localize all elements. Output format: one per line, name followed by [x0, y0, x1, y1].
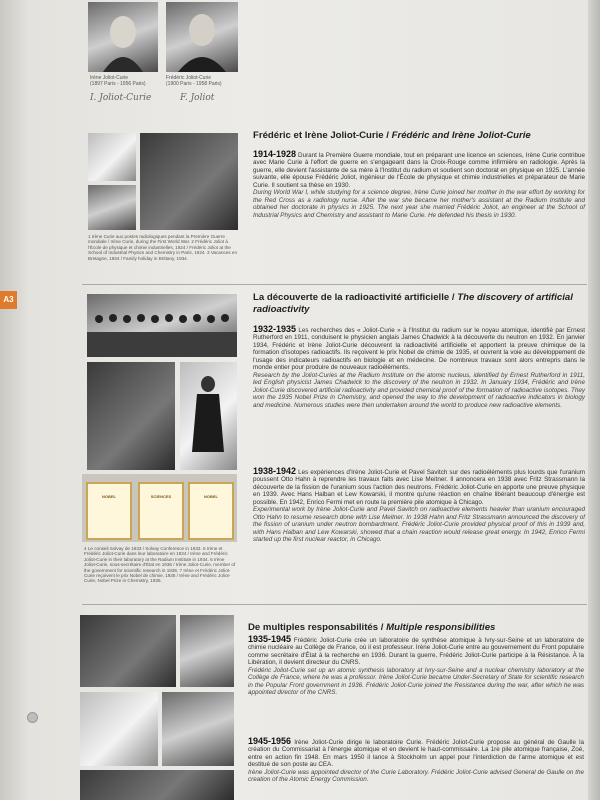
year-1945-1956: 1945-1956 [248, 736, 292, 746]
text-fr: Irène Joliot-Curie dirige le laboratoire Curie. Frédéric Joliot-Curie propose au général de Gaulle la création du Commissariat à l'énergie atomique et en devient le haut-commissaire. La 1re pile atomique française, Zoé, entre en action fin 1948. En mars 1950 il lance à Stockholm un appel pour l'interdiction de l'arme atomique et est destitué de son poste au CEA. [248, 739, 584, 769]
diploma-2-text: SCIENCES [150, 494, 172, 499]
photo-1 [88, 133, 136, 181]
photo-6 [180, 362, 237, 470]
photo-10 [80, 692, 158, 766]
divider [82, 284, 587, 285]
section-1-heading-fr: Frédéric et Irène Joliot-Curie [253, 130, 384, 141]
nobel-diploma-2 [138, 482, 184, 540]
section-2-paragraph-1 [253, 326, 585, 409]
photo-8 [80, 615, 176, 687]
section-3-heading-en: Multiple responsibilities [386, 622, 496, 633]
text-fr: Durant la Première Guerre mondiale, tout en préparant une licence en sciences, Irène Curie contribue avec Marie Curie à l'effort de guerre en s'engageant dans la Croix-Rouge comme infirmière en radiologie. Après la guerre, elle devient l'assistante de sa mère à l'Institut du radium et soutient son doctorat en physique en 1925. L'année suivante, elle épouse Frédéric Joliot, ingénieur de l'École de physique et chimie industrielles et préparateur de Marie Curie. Il soutient sa thèse en 1930. [253, 152, 586, 189]
portrait-irene [88, 2, 158, 72]
text-en: Research by the Joliot-Curies at the Radium Institute on the atomic nucleus, identified by Ernest Rutherford in 1911, led English physicist James Chadwick to the discovery of the neutron in 1932. In January 1934, Frédéric and Irène Joliot-Curie discovered artificial radioactivity and provided chemical proof of the formation of radioactive isotopes. They won the 1935 Nobel Prize in Chemistry, and opened the way to the development of radioactive indicators in biology and medicine. Numerous studies were then undertaken around the world to produce new radioactive elements. [253, 371, 585, 409]
photo-9 [180, 615, 234, 687]
nobel-diploma-1 [86, 482, 132, 540]
section-1-heading: Frédéric et Irène Joliot-Curie / Frédéric and Irène Joliot-Curie [253, 130, 531, 141]
section-3-heading: De multiples responsabilités / Multiple responsibilities [248, 622, 496, 633]
irene-name: Irène Joliot-Curie [90, 75, 129, 81]
year-1935-1945: 1935-1945 [248, 634, 292, 644]
diploma-1-text: NOBEL [102, 494, 116, 499]
frederic-name: Frédéric Joliot-Curie [166, 75, 212, 81]
section-3-paragraph-2 [248, 738, 584, 784]
nobel-diploma-3 [188, 482, 234, 540]
text-fr: Frédéric Joliot-Curie crée un laboratoire de synthèse atomique à Ivry-sur-Seine et un laboratoire de chimie nucléaire au Collège de France, où il est professeur. Irène Joliot-Curie entre au gouvernement du Front populaire comme secrétaire d'État à la recherche en 1936. Durant la guerre, Frédéric Joliot-Curie participe à la Résistance. À la Libération, il devient directeur du CNRS. [248, 637, 585, 667]
portrait-irene-figure [88, 2, 158, 72]
photo-4 [87, 294, 237, 357]
text-en: Experimental work by Irène Joliot-Curie and Pavel Savitch on radioactive elements heavier than uranium encouraged Otto Hahn to resume research done with Lise Meitner. In 1938 Hahn and Fritz Strassmann announced the discovery of the fission of uranium under neutron bombardment. Frédéric Joliot-Curie provided physical proof of this in 1939 and, with Hans Halban and Lew Kowarski, showed that a chain reaction would release great energy. In 1942, Enrico Fermi started up the first nuclear reactor, in Chicago. [253, 506, 585, 544]
section-1-paragraph [253, 151, 585, 219]
section-marker: A3 [0, 291, 17, 309]
year-1914-1928: 1914-1928 [253, 149, 297, 159]
text-en: Frédéric Joliot-Curie set up an atomic synthesis laboratory at Ivry-sur-Seine and a nuclear chemistry laboratory at the Collège de France, where he was a professor. Irène Joliot-Curie became Under-Secretary of State for scientific research in the Popular Front government in 1936. Frédéric Joliot-Curie joined the Resistance during the war, after which he was appointed director of the CNRS. [248, 666, 584, 697]
year-1932-1935: 1932-1935 [253, 324, 297, 334]
panel-right-edge [588, 0, 600, 800]
photo-4-group [87, 294, 237, 357]
photo-12 [80, 770, 234, 800]
irene-dates: (1897 Paris - 1956 Paris) [90, 81, 146, 87]
wall-screw [27, 712, 38, 723]
section-1-caption: 1 Irène Curie aux postes radiologiques pendant la Première Guerre mondiale / Irène Curie, during the First World War. 2 Frédéric Joliot à l'École de physique et chimie industrielles, 1924 / Frédéric Joliot at the School of Industrial Physics and Chemistry in Paris, 1924. 3 Vacances en Bretagne, 1934 / Family holiday in Brittany, 1934. [88, 234, 238, 261]
diploma-3-text: NOBEL [204, 494, 218, 499]
photo-11 [162, 692, 234, 766]
year-1938-1942: 1938-1942 [253, 466, 297, 476]
irene-signature: I. Joliot-Curie [90, 93, 152, 103]
section-1-heading-en: Frédéric and Irène Joliot-Curie [391, 130, 531, 141]
section-2-heading-fr: La découverte de la radioactivité artificielle [253, 292, 450, 303]
section-2-caption: 4 Le conseil Solvay de 1933 / Solvay Conference in 1933. 5 Irène et Frédéric Joliot-Curie dans leur laboratoire en 1934 / Irène and Frédéric Joliot-Curie in their laboratory at the Radium Institute in 1934. 6 Irène Joliot-Curie, sous-secrétaire d'État en 1936 / Irène Joliot-Curie, member of the government for scientific research in 1936. 7 Irène et Frédéric Joliot-Curie reçoivent le prix Nobel de chimie, 1935 / Irène and Frédéric Joliot-Curie, Nobel Prize in Chemistry, 1935. [84, 546, 236, 584]
photo-5 [87, 362, 175, 470]
portrait-frederic [166, 2, 238, 72]
section-3-heading-fr: De multiples responsabilités [248, 622, 379, 633]
frederic-dates: (1900 Paris - 1958 Paris) [166, 81, 222, 87]
photo-6-figure [180, 362, 237, 470]
photo-7 [82, 474, 237, 542]
photo-2 [88, 185, 136, 230]
section-3-paragraph-1 [248, 636, 584, 697]
text-en: During World War I, while studying for a science degree, Irène Curie joined her mother in the war effort by working for the Red Cross as a radiology nurse. After the war she became her mother's assistant at the Radium Institute and obtained her doctorate in physics in 1925. The next year she married Frédéric Joliot, an engineer at the School of Industrial Physics and Chemistry and assistant to Marie Curie. He defended his thesis in 1930. [253, 189, 585, 219]
text-fr: Les expériences d'Irène Joliot-Curie et Pavel Savitch sur des radioéléments plus lourds que l'uranium poussent Otto Hahn à reprendre les travaux faits avec Lise Meitner. Il annoncera en 1938 avec Fritz Strassmann la découverte de la fission de l'uranium sous l'action des neutrons. Frédéric Joliot-Curie en apporte une preuve physique en 1939. Avec Hans Halban et Lew Kowarski, il montre qu'une réaction en chaîne libérant beaucoup d'énergie est possible. En 1942, Enrico Fermi met en route la première pile atomique à Chicago. [253, 469, 585, 506]
section-2-heading: La découverte de la radioactivité artificielle / The discovery of artificial radioactivity [253, 292, 573, 315]
frederic-signature: F. Joliot [180, 93, 215, 103]
text-en: Irène Joliot-Curie was appointed director of the Curie Laboratory. Frédéric Joliot-Curie advised General de Gaulle on the creation of the Atomic Energy Commission. [248, 768, 584, 784]
portrait-frederic-figure [166, 2, 238, 72]
divider [82, 604, 587, 605]
section-2-paragraph-2 [253, 468, 585, 544]
photo-3 [140, 133, 238, 230]
section-2-heading-en: The discovery of artificial radioactivity [253, 292, 573, 315]
panel-left-edge [0, 0, 28, 800]
text-fr: Les recherches des « Joliot-Curie » à l'Institut du radium sur le noyau atomique, identifié par Ernest Rutherford en 1911, conduisent le physicien anglais James Chadwick à la découverte du neutron en 1932. En janvier 1934, Frédéric et Irène Joliot-Curie découvrent la radioactivité artificielle et apportent la preuve chimique de la formation d'isotopes radioactifs. Ils reçoivent le prix Nobel de chimie de 1935, et ouvrent la voie au développement de l'usage des indicateurs radioactifs en biologie et en médecine. De nombreux travaux sont alors entrepris dans le monde entier pour produire de nouveaux radioéléments. [253, 327, 585, 372]
